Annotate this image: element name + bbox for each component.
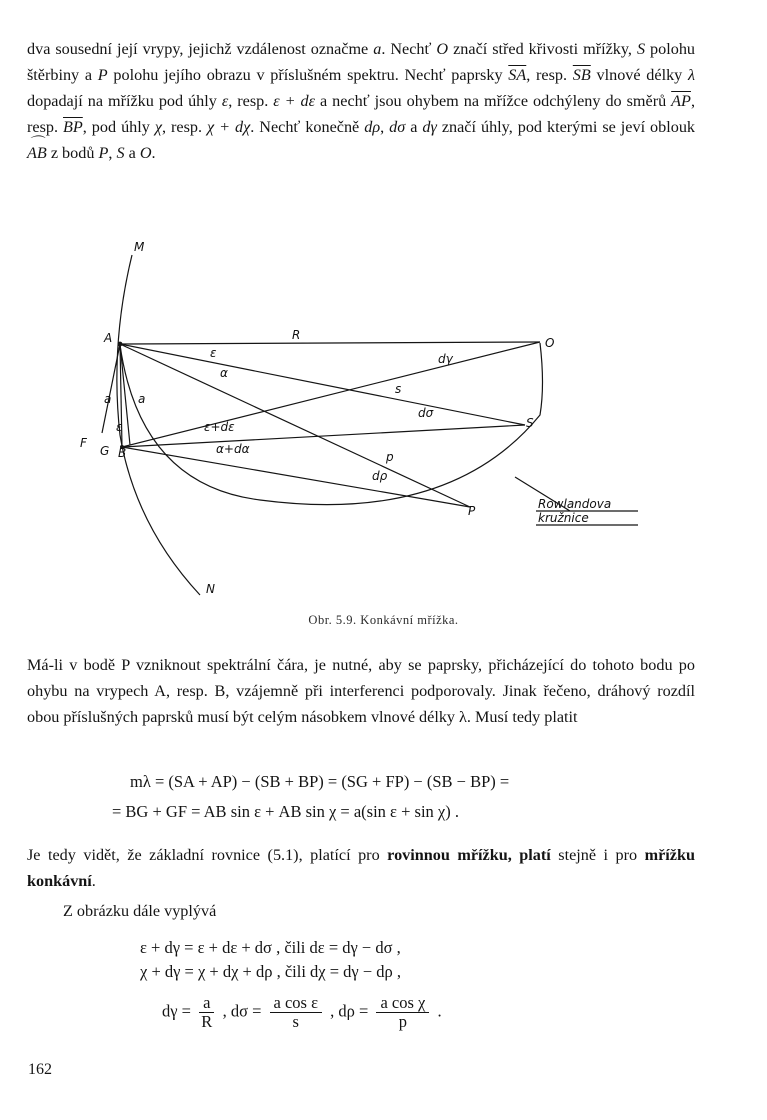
grating-arc [117,255,200,595]
label-dgamma: dγ [438,352,453,366]
label-F: F [80,436,87,450]
ray-B-O [122,342,540,447]
ray-A-S [120,344,525,425]
figure-caption: Obr. 5.9. Konkávní mřížka. [308,613,459,627]
rowland-circle [120,343,543,505]
rowland-label-line1: Rowlandova [538,497,612,511]
rowland-label-line2: kružnice [538,511,589,525]
label-dsigma: dσ [418,406,434,420]
label-P: P [468,504,476,518]
paragraph-intro: dva sousední její vrypy, jejichž vzdálenost označme a. Nechť O značí střed křivosti mřížky, S polohu štěrbiny a P polohu jejího obrazu v příslušném spektru. Nechť paprsky $\overline{SA}$, resp. $\overline{SB}$ vlnové délky λ dopadají na mřížku pod úhly ε, resp. ε + dε a nechť jsou ohybem na mřížce odchýleny do směrů $\overline{AP}$, resp. $\overline{BP}$, pod úhly χ, resp. χ + dχ. Nechť konečně dρ, dσ a dγ značí úhly, pod kterými se jeví oblouk ⌒ AB z bodů P, S a O. [27,36,695,166]
paragraph-conclusion: Je tedy vidět, že základní rovnice (5.1), platící pro rovinnou mřížku, platí stejně i pro mřížku konkávní. [27,846,695,890]
label-A: A [104,331,113,345]
label-a-left: a [104,392,112,406]
label-R: R [292,328,301,342]
page-number: 162 [28,1061,52,1078]
label-S: S [526,416,534,430]
equation-path-difference: mλ = (SA + AP) − (SB + BP) = (SG + FP) − (SB − BP) = [130,772,510,791]
label-eps-left: ε [116,420,123,434]
paragraph-from-figure: Z obrázku dále vyplývá [63,902,217,920]
label-M: M [134,240,145,254]
label-eps-deps: ε+dε [204,420,235,434]
equation-grating: = BG + GF = AB sin ε + AB sin χ = a(sin ε + sin χ) . [112,802,459,821]
equation-differentials: dγ = $\frac{a}{R}$ , dσ = $\frac{\text{a cos ε}}{s}$ , dρ = $\frac{\text{a cos χ}}{p}$ . [162,993,442,1031]
ray-A-P [120,344,470,507]
label-drho: dρ [372,469,388,483]
equation-epsilon: ε + dγ = ε + dε + dσ , čili dε = dγ − dσ , [140,938,401,957]
label-s: s [395,382,402,396]
equation-chi: χ + dγ = χ + dχ + dρ , čili dχ = dγ − dρ , [140,962,402,981]
concave-grating-figure [60,225,660,610]
ray-B-P [122,447,470,507]
label-O: O [545,336,555,350]
paragraph-interference: Má-li v bodě P vzniknout spektrální čára, je nutné, aby se paprsky, přicházející do tohoto bodu po ohybu na vrypech A, resp. B, vzájemně při interferenci podporovaly. Jinak řečeno, dráhový rozdíl obou příslušných paprsků musí být celým násobkem vlnové délky λ. Musí tedy platit [27,656,695,726]
ray-B-S [122,425,525,447]
line-A-O [120,342,540,344]
label-eps: ε [210,346,217,360]
label-p: p [386,450,394,464]
label-a-right: a [138,392,146,406]
label-B: B [118,446,127,460]
label-G: G [100,444,110,458]
label-alpha: α [220,366,228,380]
label-N: N [206,582,215,596]
label-alpha-dalpha: α+dα [216,442,250,456]
